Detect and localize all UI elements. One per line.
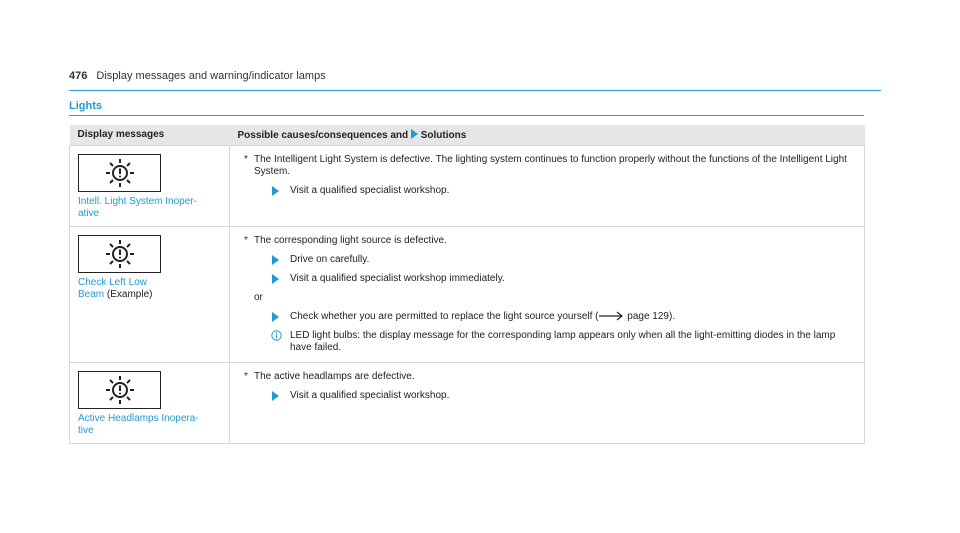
causes-header-label: Possible causes/consequences and [237,129,409,141]
solution-text: Check whether you are permitted to replace the light source yourself ( [290,311,599,322]
page-header-title: Display messages and warning/indicator lamps [96,70,326,82]
cause-text: The Intelligent Light System is defective. The lighting system continues to function properly without the functions of the Intelligent Light System. [254,154,847,177]
solution-item [244,254,856,266]
causes-solutions-cell [230,363,865,444]
solution-item [244,273,856,285]
info-note [244,330,856,354]
solution-text: Visit a qualified specialist workshop. [290,185,450,196]
display-message-text [78,196,221,220]
solution-text: Visit a qualified specialist workshop immediately. [290,273,505,284]
info-icon [271,330,282,345]
solution-text: Visit a qualified specialist workshop. [290,390,450,401]
light-system-warning-icon [78,235,161,273]
light-system-warning-icon [78,154,161,192]
display-message-text [78,413,221,437]
solution-arrow-icon [272,391,279,401]
solution-arrow-icon [272,186,279,196]
display-message-text [78,277,221,301]
solution-arrow-icon [272,255,279,265]
solution-text: Drive on carefully. [290,254,370,265]
solution-item [244,185,856,197]
solution-arrow-icon [272,312,279,322]
page-header [69,70,881,91]
column-header-causes-solutions [230,125,865,146]
message-example-suffix: (Example) [106,289,153,300]
solutions-header-label: Solutions [420,129,467,141]
message-line: Intell. Light System Inoper- [78,196,197,207]
message-line: Active Headlamps Inopera- [78,413,199,424]
light-system-warning-icon [78,371,161,409]
column-header-display-messages: Display messages [70,125,230,146]
display-message-cell [70,146,230,227]
cause-item: * The Intelligent Light System is defective. The lighting system continues to function properly without the functions of the Intelligent Light System. [244,154,847,177]
info-text: LED light bulbs: the display message for the corresponding lamp appears only when all the light-emitting diodes in the lamp have failed. [290,330,836,353]
or-separator: or [254,292,263,303]
message-line: ative [78,208,100,219]
message-line: Check Left Low [78,277,147,288]
solution-item [244,311,856,323]
solution-item [244,390,856,402]
table-row [70,363,865,444]
cause-item: * The corresponding light source is defective. [244,235,447,246]
table-row [70,227,865,363]
display-message-cell [70,227,230,363]
page-number: 476 [69,70,88,82]
page-reference-link[interactable]: page 129). [627,311,676,322]
cause-text: The active headlamps are defective. [254,371,415,382]
solution-arrow-icon [272,274,279,284]
causes-solutions-cell [230,146,865,227]
page-reference-arrow-icon [599,311,625,321]
display-messages-table [69,125,865,444]
display-message-cell [70,363,230,444]
cause-text: The corresponding light source is defective. [254,235,447,246]
cause-item: * The active headlamps are defective. [244,371,415,382]
section-title: Lights [69,100,864,116]
table-row [70,146,865,227]
causes-solutions-cell [230,227,865,363]
table-header-row [70,125,865,146]
message-line: Beam [78,289,105,300]
solution-arrow-icon [411,129,418,139]
message-line: tive [78,425,94,436]
